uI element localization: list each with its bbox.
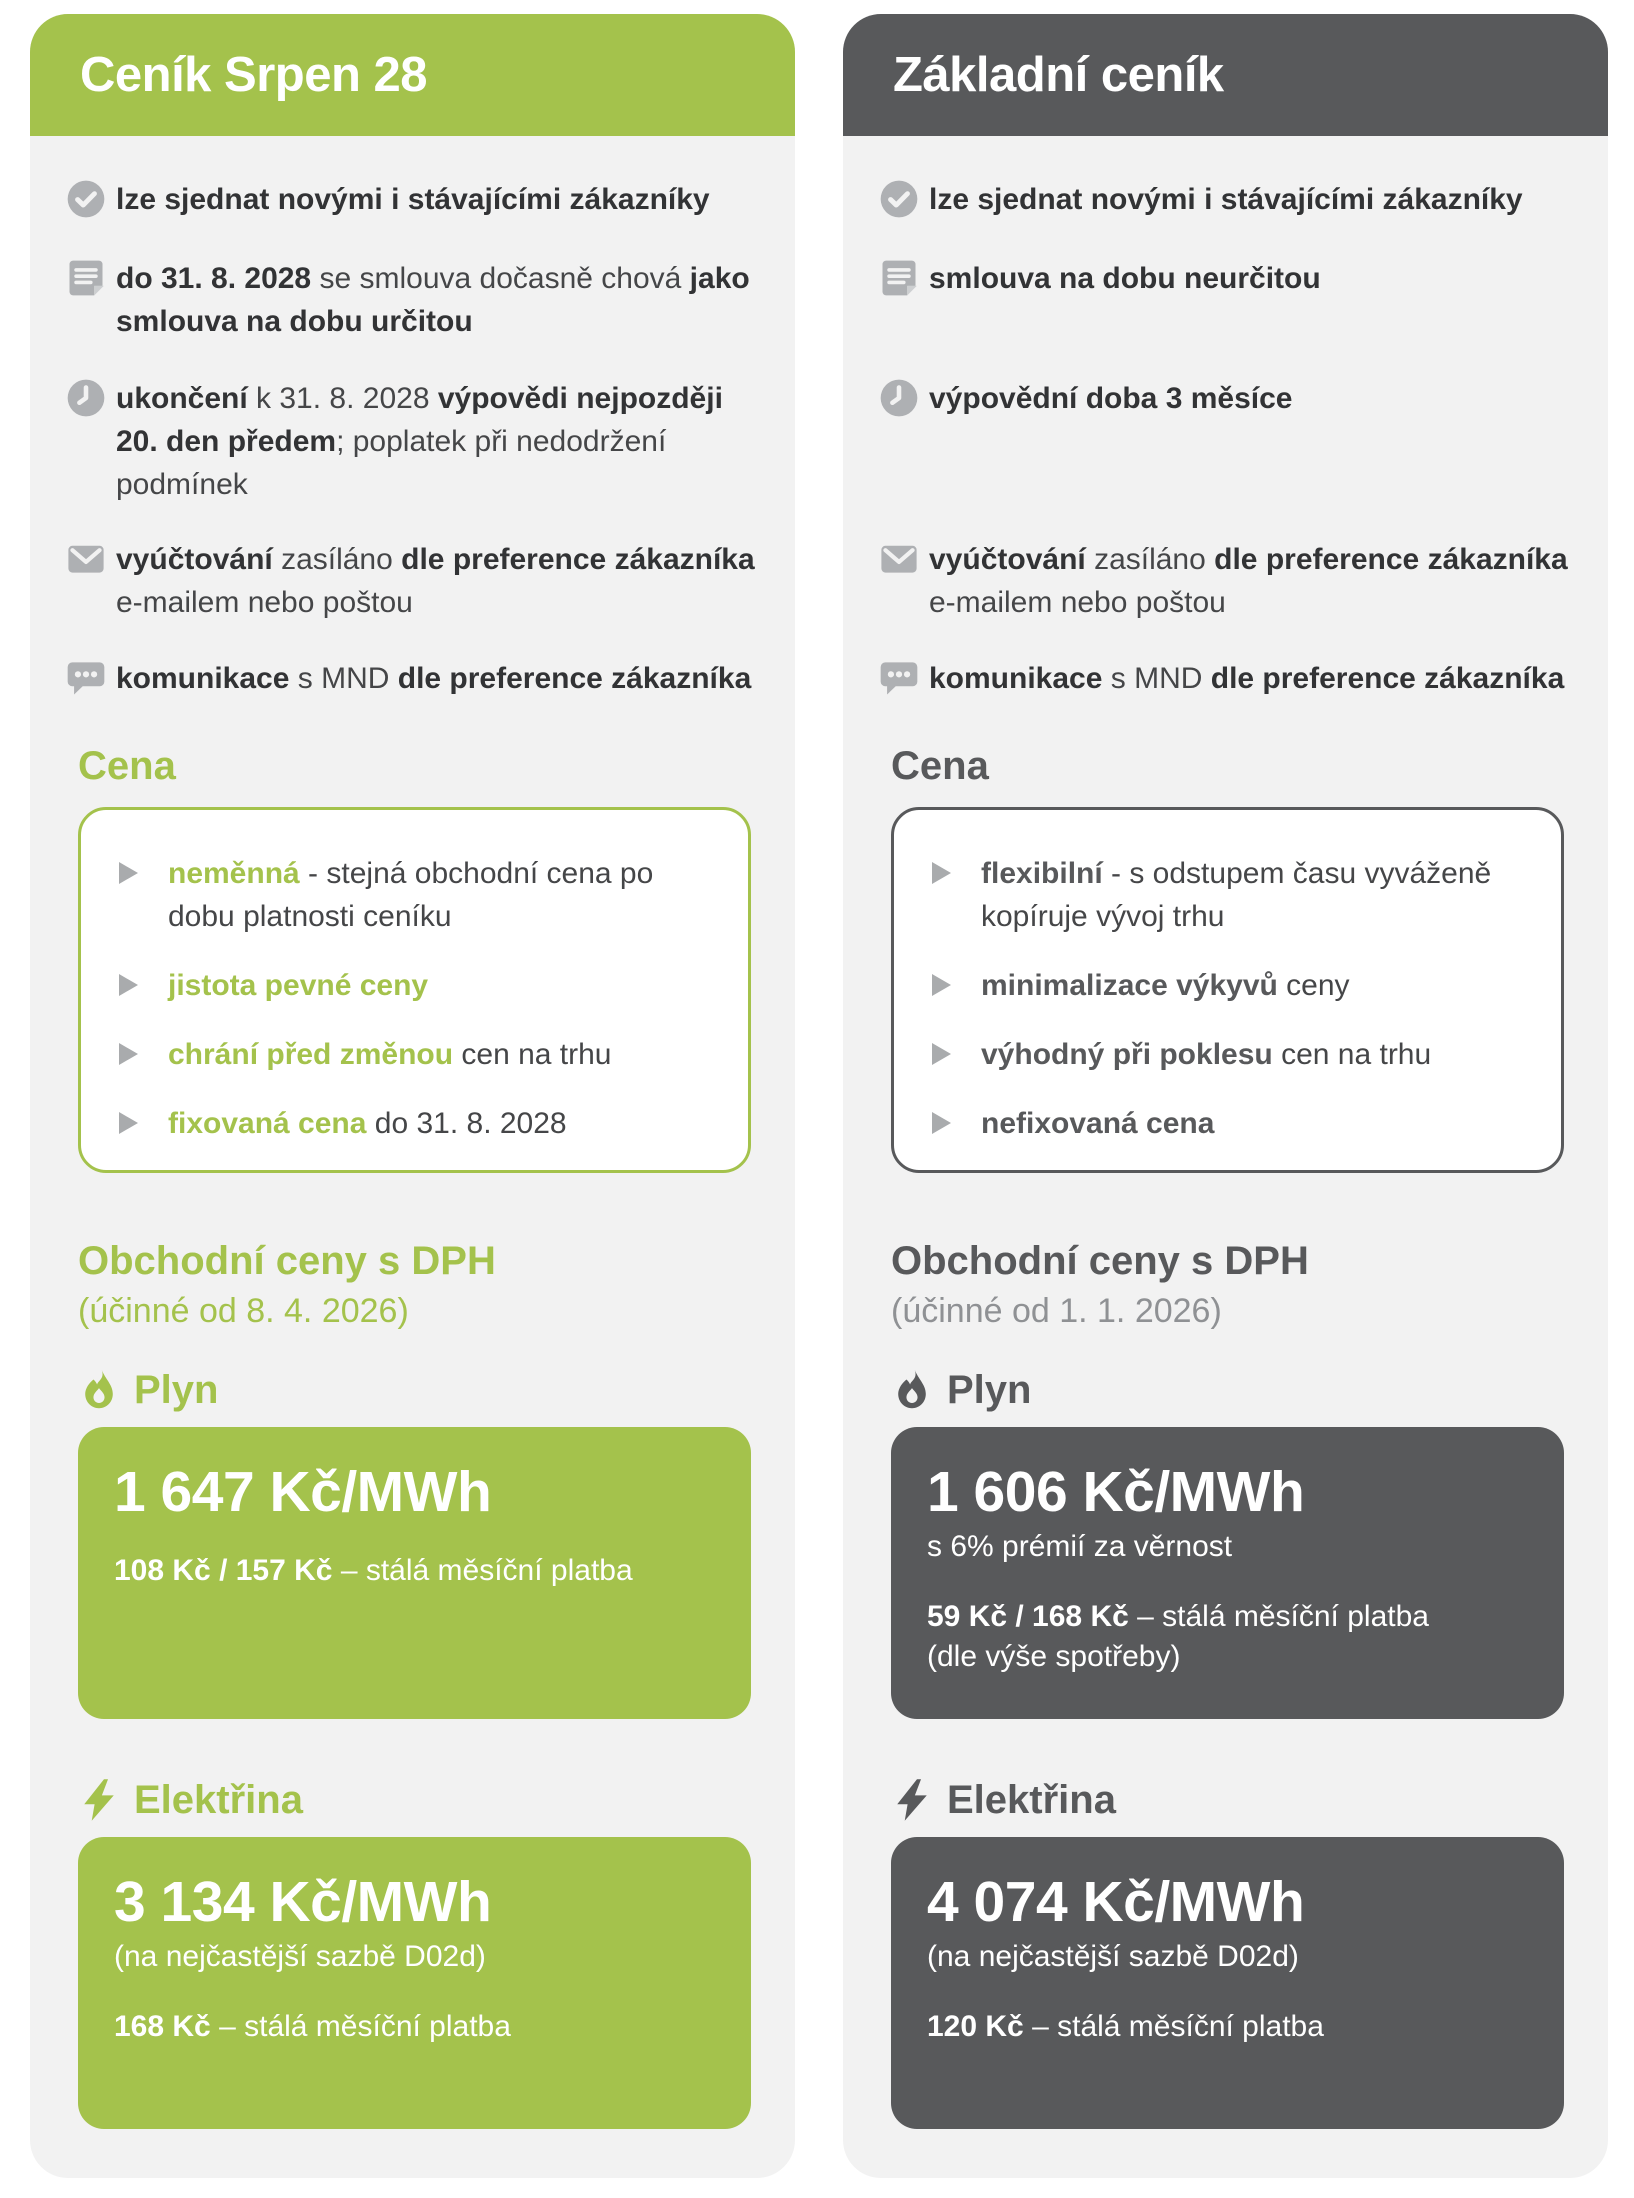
gas-price-note: s 6% prémií za věrnost (927, 1530, 1233, 1563)
flame-icon (889, 1365, 935, 1415)
feature-row (64, 377, 755, 538)
triangle-bullet-icon (119, 862, 157, 884)
cena-item-text: nefixovaná cena (981, 1107, 1215, 1140)
triangle-bullet-icon (932, 862, 970, 884)
feature-text: do 31. 8. 2028 se smlouva dočasně chová jako smlouva na dobu určitou (116, 262, 750, 338)
feature-row (64, 178, 755, 257)
electricity-price-note: (na nejčastější sazbě D02d) (114, 1940, 486, 1973)
cena-heading: Cena (891, 744, 989, 788)
cena-item (119, 1102, 720, 1145)
cena-item (119, 1033, 720, 1076)
check-circle-icon (877, 177, 921, 221)
document-icon (64, 256, 108, 300)
gas-price: 1 647 Kč/MWh (114, 1460, 492, 1524)
cena-item (932, 852, 1533, 938)
gas-price-box (78, 1427, 751, 1719)
electricity-price-box (78, 1837, 751, 2129)
feature-text: ukončení k 31. 8. 2028 výpovědi nejpozději 20. den předem; poplatek při nedodržení podmínek (116, 382, 723, 501)
feature-text: smlouva na dobu neurčitou (929, 262, 1321, 295)
card-title: Základní ceník (893, 48, 1224, 102)
feature-row (877, 538, 1568, 657)
cena-item-text: chrání před změnou cen na trhu (168, 1038, 612, 1071)
feature-list (843, 136, 1608, 700)
cena-item-text: neměnná - stejná obchodní cena po dobu platnosti ceníku (168, 857, 654, 933)
gas-label-text: Plyn (947, 1367, 1032, 1412)
electricity-price: 3 134 Kč/MWh (114, 1870, 492, 1934)
cena-item-text: minimalizace výkyvů ceny (981, 969, 1350, 1002)
feature-text: lze sjednat novými i stávajícími zákazníky (116, 183, 710, 216)
triangle-bullet-icon (932, 1112, 970, 1134)
chat-icon (64, 656, 108, 700)
feature-row (877, 257, 1568, 377)
cena-item-text: jistota pevné ceny (168, 969, 429, 1002)
card-title: Ceník Srpen 28 (80, 48, 428, 102)
chat-icon (877, 656, 921, 700)
gas-monthly-fee: 108 Kč / 157 Kč – stálá měsíční platba (114, 1554, 633, 1587)
prices-effective-date: (účinné od 8. 4. 2026) (78, 1292, 409, 1330)
flame-icon (76, 1365, 122, 1415)
check-circle-icon (64, 177, 108, 221)
electricity-label-text: Elektřina (947, 1777, 1116, 1822)
gas-monthly-fee: 59 Kč / 168 Kč – stálá měsíční platba (927, 1600, 1429, 1633)
envelope-icon (877, 537, 921, 581)
gas-price: 1 606 Kč/MWh (927, 1460, 1305, 1524)
cena-heading: Cena (78, 744, 176, 788)
cena-item-text: fixovaná cena do 31. 8. 2028 (168, 1107, 567, 1140)
cena-box (891, 807, 1564, 1173)
electricity-price-note: (na nejčastější sazbě D02d) (927, 1940, 1299, 1973)
feature-text: komunikace s MND dle preference zákazníka (116, 662, 752, 695)
feature-row (877, 657, 1568, 700)
gas-label-text: Plyn (134, 1367, 219, 1412)
cena-item (932, 964, 1533, 1007)
card-fixed-tariff (30, 14, 795, 2178)
triangle-bullet-icon (119, 974, 157, 996)
feature-row (877, 178, 1568, 257)
triangle-bullet-icon (932, 974, 970, 996)
feature-row (64, 657, 755, 700)
lightning-icon (889, 1775, 935, 1825)
triangle-bullet-icon (119, 1112, 157, 1134)
electricity-label-text: Elektřina (134, 1777, 303, 1822)
cena-item (119, 964, 720, 1007)
clock-icon (877, 376, 921, 420)
gas-fee-note: (dle výše spotřeby) (927, 1640, 1181, 1673)
card-basic-tariff (843, 14, 1608, 2178)
feature-row (64, 538, 755, 657)
cena-item-text: flexibilní - s odstupem času vyváženě kopíruje vývoj trhu (981, 857, 1492, 933)
electricity-label (889, 1775, 1608, 1825)
prices-heading: Obchodní ceny s DPH (78, 1239, 496, 1283)
electricity-monthly-fee: 120 Kč – stálá měsíční platba (927, 2010, 1324, 2043)
document-icon (877, 256, 921, 300)
triangle-bullet-icon (932, 1043, 970, 1065)
cena-box (78, 807, 751, 1173)
triangle-bullet-icon (119, 1043, 157, 1065)
gas-price-box (891, 1427, 1564, 1719)
gas-label (76, 1365, 795, 1415)
electricity-label (76, 1775, 795, 1825)
cena-item (932, 1102, 1533, 1145)
electricity-price: 4 074 Kč/MWh (927, 1870, 1305, 1934)
feature-list (30, 136, 795, 700)
card-header (30, 14, 795, 136)
cena-item-text: výhodný při poklesu cen na trhu (981, 1038, 1432, 1071)
feature-text: vyúčtování zasíláno dle preference zákazníka e-mailem nebo poštou (929, 543, 1568, 619)
cena-item (932, 1033, 1533, 1076)
gas-label (889, 1365, 1608, 1415)
electricity-monthly-fee: 168 Kč – stálá měsíční platba (114, 2010, 511, 2043)
envelope-icon (64, 537, 108, 581)
electricity-price-box (891, 1837, 1564, 2129)
feature-row (877, 377, 1568, 538)
prices-heading: Obchodní ceny s DPH (891, 1239, 1309, 1283)
feature-text: vyúčtování zasíláno dle preference zákazníka e-mailem nebo poštou (116, 543, 755, 619)
lightning-icon (76, 1775, 122, 1825)
feature-text: komunikace s MND dle preference zákazníka (929, 662, 1565, 695)
feature-text: lze sjednat novými i stávajícími zákazníky (929, 183, 1523, 216)
cena-item (119, 852, 720, 938)
feature-row (64, 257, 755, 377)
feature-text: výpovědní doba 3 měsíce (929, 382, 1293, 415)
prices-effective-date: (účinné od 1. 1. 2026) (891, 1292, 1222, 1330)
card-header (843, 14, 1608, 136)
clock-icon (64, 376, 108, 420)
